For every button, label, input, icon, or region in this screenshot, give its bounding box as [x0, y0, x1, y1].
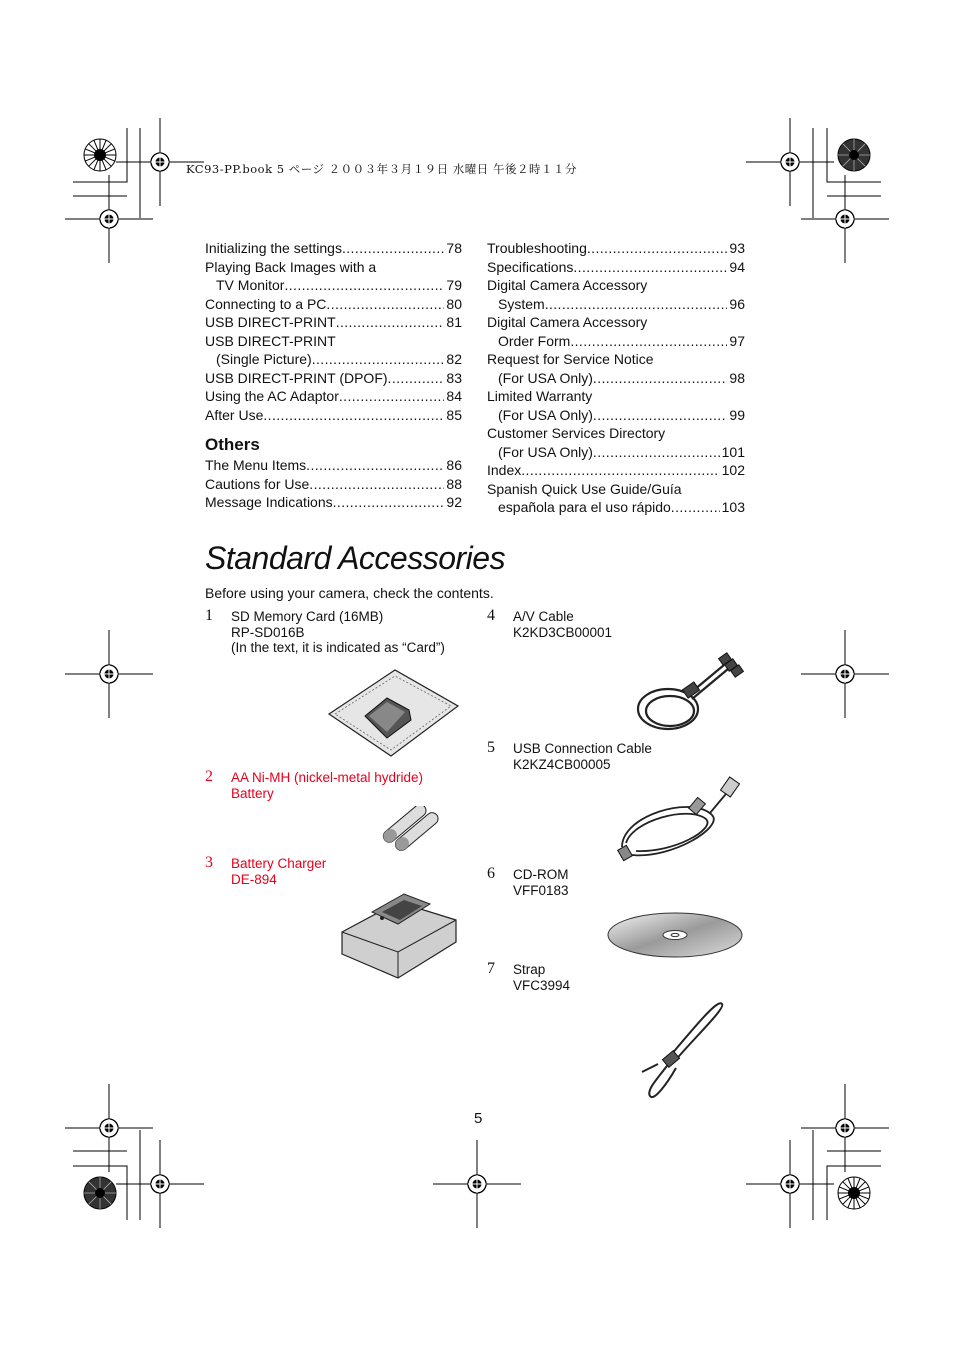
- accessory-description: [513, 867, 569, 898]
- toc-entry: [487, 387, 745, 424]
- section-intro: Before using your camera, check the contents.: [205, 585, 494, 601]
- accessory-description: [231, 770, 423, 801]
- toc-entry-title: Troubleshooting: [487, 240, 587, 256]
- toc-page-number: 86: [446, 457, 462, 473]
- dot-leader: [284, 276, 444, 295]
- accessory-description: [513, 609, 612, 640]
- charger-icon: [338, 888, 460, 980]
- dot-leader: [339, 387, 445, 406]
- toc-entry-row: [205, 276, 462, 295]
- toc-entry-title: Cautions for Use: [205, 475, 310, 492]
- dot-leader: [309, 475, 444, 494]
- dot-leader: [521, 461, 719, 480]
- toc-entry-title: USB DIRECT-PRINT (DPOF): [205, 369, 388, 386]
- dot-leader: [545, 295, 728, 314]
- toc-entry-row: [205, 239, 462, 258]
- toc-entry-row: [487, 239, 745, 258]
- toc-entry-row: [205, 313, 462, 332]
- toc-entry-title: Using the AC Adaptor: [205, 388, 339, 404]
- toc-entry-title: Playing Back Images with a: [205, 258, 377, 275]
- toc-page-number: 96: [729, 295, 745, 312]
- toc-entry-row: [205, 406, 462, 425]
- accessory-line: RP-SD016B: [231, 624, 305, 640]
- dot-leader: [593, 406, 728, 425]
- accessory-line: USB Connection Cable: [513, 741, 652, 756]
- toc-entry-title: Message Indications: [205, 494, 333, 510]
- dot-leader: [306, 456, 444, 475]
- toc-page-number: 88: [446, 475, 462, 492]
- toc-entry-title: System: [498, 295, 545, 312]
- toc-entry: [487, 276, 745, 313]
- dot-leader: [388, 369, 445, 388]
- dot-leader: [671, 498, 720, 517]
- toc-entry-title: The Menu Items: [205, 457, 307, 473]
- toc-page-number: 102: [721, 462, 745, 478]
- accessory-description: [231, 856, 326, 887]
- toc-page-number: 99: [729, 406, 745, 423]
- accessory-number: 4: [487, 607, 495, 624]
- toc-entry-title: Connecting to a PC: [205, 295, 327, 312]
- toc-entry-row: [487, 406, 745, 425]
- toc-page-number: 85: [446, 406, 462, 423]
- dot-leader: [587, 239, 728, 258]
- toc-entry-title: After Use: [205, 406, 264, 423]
- toc-page-number: 79: [446, 277, 462, 293]
- toc-entry-title: Index: [487, 462, 522, 478]
- dot-leader: [593, 369, 728, 388]
- accessory-description: [513, 962, 570, 993]
- toc-entry: [205, 493, 462, 512]
- battery-icon: [378, 806, 446, 852]
- accessory-line: A/V Cable: [513, 609, 574, 624]
- toc-left-column: [205, 239, 462, 512]
- toc-entry-title: USB DIRECT-PRINT: [205, 332, 336, 349]
- dot-leader: [336, 313, 445, 332]
- toc-entry-title: Request for Service Notice: [487, 351, 654, 367]
- others-heading: Others: [205, 435, 260, 454]
- toc-page-number: 81: [446, 314, 462, 330]
- toc-page-number: 82: [446, 351, 462, 367]
- toc-entry-row: [487, 258, 745, 277]
- toc-entry-title: (For USA Only): [498, 406, 593, 423]
- accessory-line: CD-ROM: [513, 867, 569, 882]
- toc-entry-title: Limited Warranty: [487, 388, 593, 404]
- toc-entry-title: Spanish Quick Use Guide/Guía: [487, 480, 682, 497]
- toc-entry: [487, 350, 745, 387]
- accessory-line: AA Ni-MH (nickel-metal hydride): [231, 770, 424, 785]
- toc-page-number: 93: [729, 240, 745, 256]
- toc-entry: [487, 424, 745, 461]
- toc-entry-title: Customer Services Directory: [487, 425, 666, 441]
- accessory-number: 5: [487, 739, 495, 756]
- accessory-number: 6: [487, 865, 495, 882]
- toc-entry-row: [487, 369, 745, 388]
- toc-entry-title: (Single Picture): [216, 351, 312, 367]
- toc-entry: [205, 332, 462, 369]
- accessory-number: 1: [205, 607, 213, 624]
- strap-icon: [634, 998, 734, 1102]
- toc-page-number: 101: [721, 443, 745, 460]
- toc-entry-row: [487, 332, 745, 351]
- print-header: KC93-PP.book 5 ページ ２００３年３月１９日 水曜日 午後２時１１分: [186, 162, 577, 176]
- toc-entry-row: [487, 461, 745, 480]
- toc-entry-row: [205, 350, 462, 369]
- toc-page-number: 83: [446, 369, 462, 386]
- toc-entry-title: española para el uso rápido: [498, 499, 671, 515]
- toc-entry: [205, 313, 462, 332]
- toc-entry-title: (For USA Only): [498, 369, 593, 386]
- accessory-line: K2KZ4CB00005: [513, 756, 611, 772]
- toc-entry: [487, 480, 745, 517]
- toc-entry-row: [487, 443, 745, 462]
- toc-entry-title: TV Monitor: [216, 277, 285, 293]
- accessory-line: (In the text, it is indicated as “Card”): [231, 640, 445, 656]
- toc-entry-title: USB DIRECT-PRINT: [205, 314, 336, 330]
- toc-page-number: 94: [729, 258, 745, 275]
- accessory-line: DE-894: [231, 871, 277, 887]
- dot-leader: [593, 443, 720, 462]
- toc-entry: [205, 295, 462, 314]
- toc-entry: [205, 258, 462, 295]
- toc-entry-title: (For USA Only): [498, 443, 593, 460]
- accessory-description: [513, 741, 652, 772]
- toc-entry: [487, 461, 745, 480]
- accessory-line: SD Memory Card (16MB): [231, 609, 384, 624]
- accessory-line: VFC3994: [513, 977, 571, 993]
- toc-entry: [205, 456, 462, 475]
- accessory-line: VFF0183: [513, 882, 569, 898]
- toc-page-number: 98: [729, 369, 745, 386]
- accessory-line: K2KD3CB00001: [513, 624, 613, 640]
- toc-entry: [205, 475, 462, 494]
- toc-entry-title: Order Form: [498, 332, 571, 349]
- page-number: 5: [474, 1110, 483, 1127]
- usb-cable-icon: [612, 775, 742, 867]
- toc-entry-row: [487, 295, 745, 314]
- toc-entry-title: Specifications: [487, 258, 574, 275]
- toc-entry-row: [205, 387, 462, 406]
- toc-page-number: 97: [729, 332, 745, 349]
- cd-rom-icon: [605, 910, 745, 960]
- av-cable-icon: [628, 645, 744, 735]
- section-title: Standard Accessories: [205, 540, 506, 576]
- toc-page-number: 84: [446, 388, 462, 404]
- toc-page-number: 78: [446, 240, 462, 256]
- sd-card-icon: [325, 668, 460, 760]
- toc-page-number: 80: [446, 295, 462, 312]
- toc-entry-row: [205, 475, 462, 494]
- toc-entry-title: Initializing the settings: [205, 240, 342, 256]
- toc-entry: [205, 387, 462, 406]
- accessory-number: 3: [205, 854, 213, 871]
- accessory-line: Battery Charger: [231, 856, 327, 871]
- dot-leader: [573, 258, 727, 277]
- dot-leader: [326, 295, 444, 314]
- toc-entry-row: [205, 369, 462, 388]
- toc-page-number: 92: [446, 494, 462, 510]
- toc-entry-row: [205, 493, 462, 512]
- accessory-line: Strap: [513, 962, 546, 977]
- toc-entry: [205, 369, 462, 388]
- accessory-description: [231, 609, 445, 656]
- accessory-number: 7: [487, 960, 495, 977]
- toc-entry: [487, 258, 745, 277]
- toc-entry: [205, 239, 462, 258]
- toc-entry-title: Digital Camera Accessory: [487, 277, 648, 293]
- toc-right-column: [487, 239, 745, 517]
- dot-leader: [312, 350, 445, 369]
- toc-entry-row: [205, 456, 462, 475]
- toc-entry: [205, 406, 462, 425]
- toc-entry-title: Digital Camera Accessory: [487, 314, 648, 330]
- toc-entry: [487, 239, 745, 258]
- dot-leader: [263, 406, 444, 425]
- toc-page-number: 103: [721, 499, 745, 515]
- dot-leader: [333, 493, 445, 512]
- dot-leader: [342, 239, 444, 258]
- accessory-number: 2: [205, 768, 213, 785]
- toc-entry-row: [205, 295, 462, 314]
- dot-leader: [570, 332, 727, 351]
- toc-entry: [487, 313, 745, 350]
- toc-entry-row: [487, 498, 745, 517]
- accessory-line: Battery: [231, 785, 274, 801]
